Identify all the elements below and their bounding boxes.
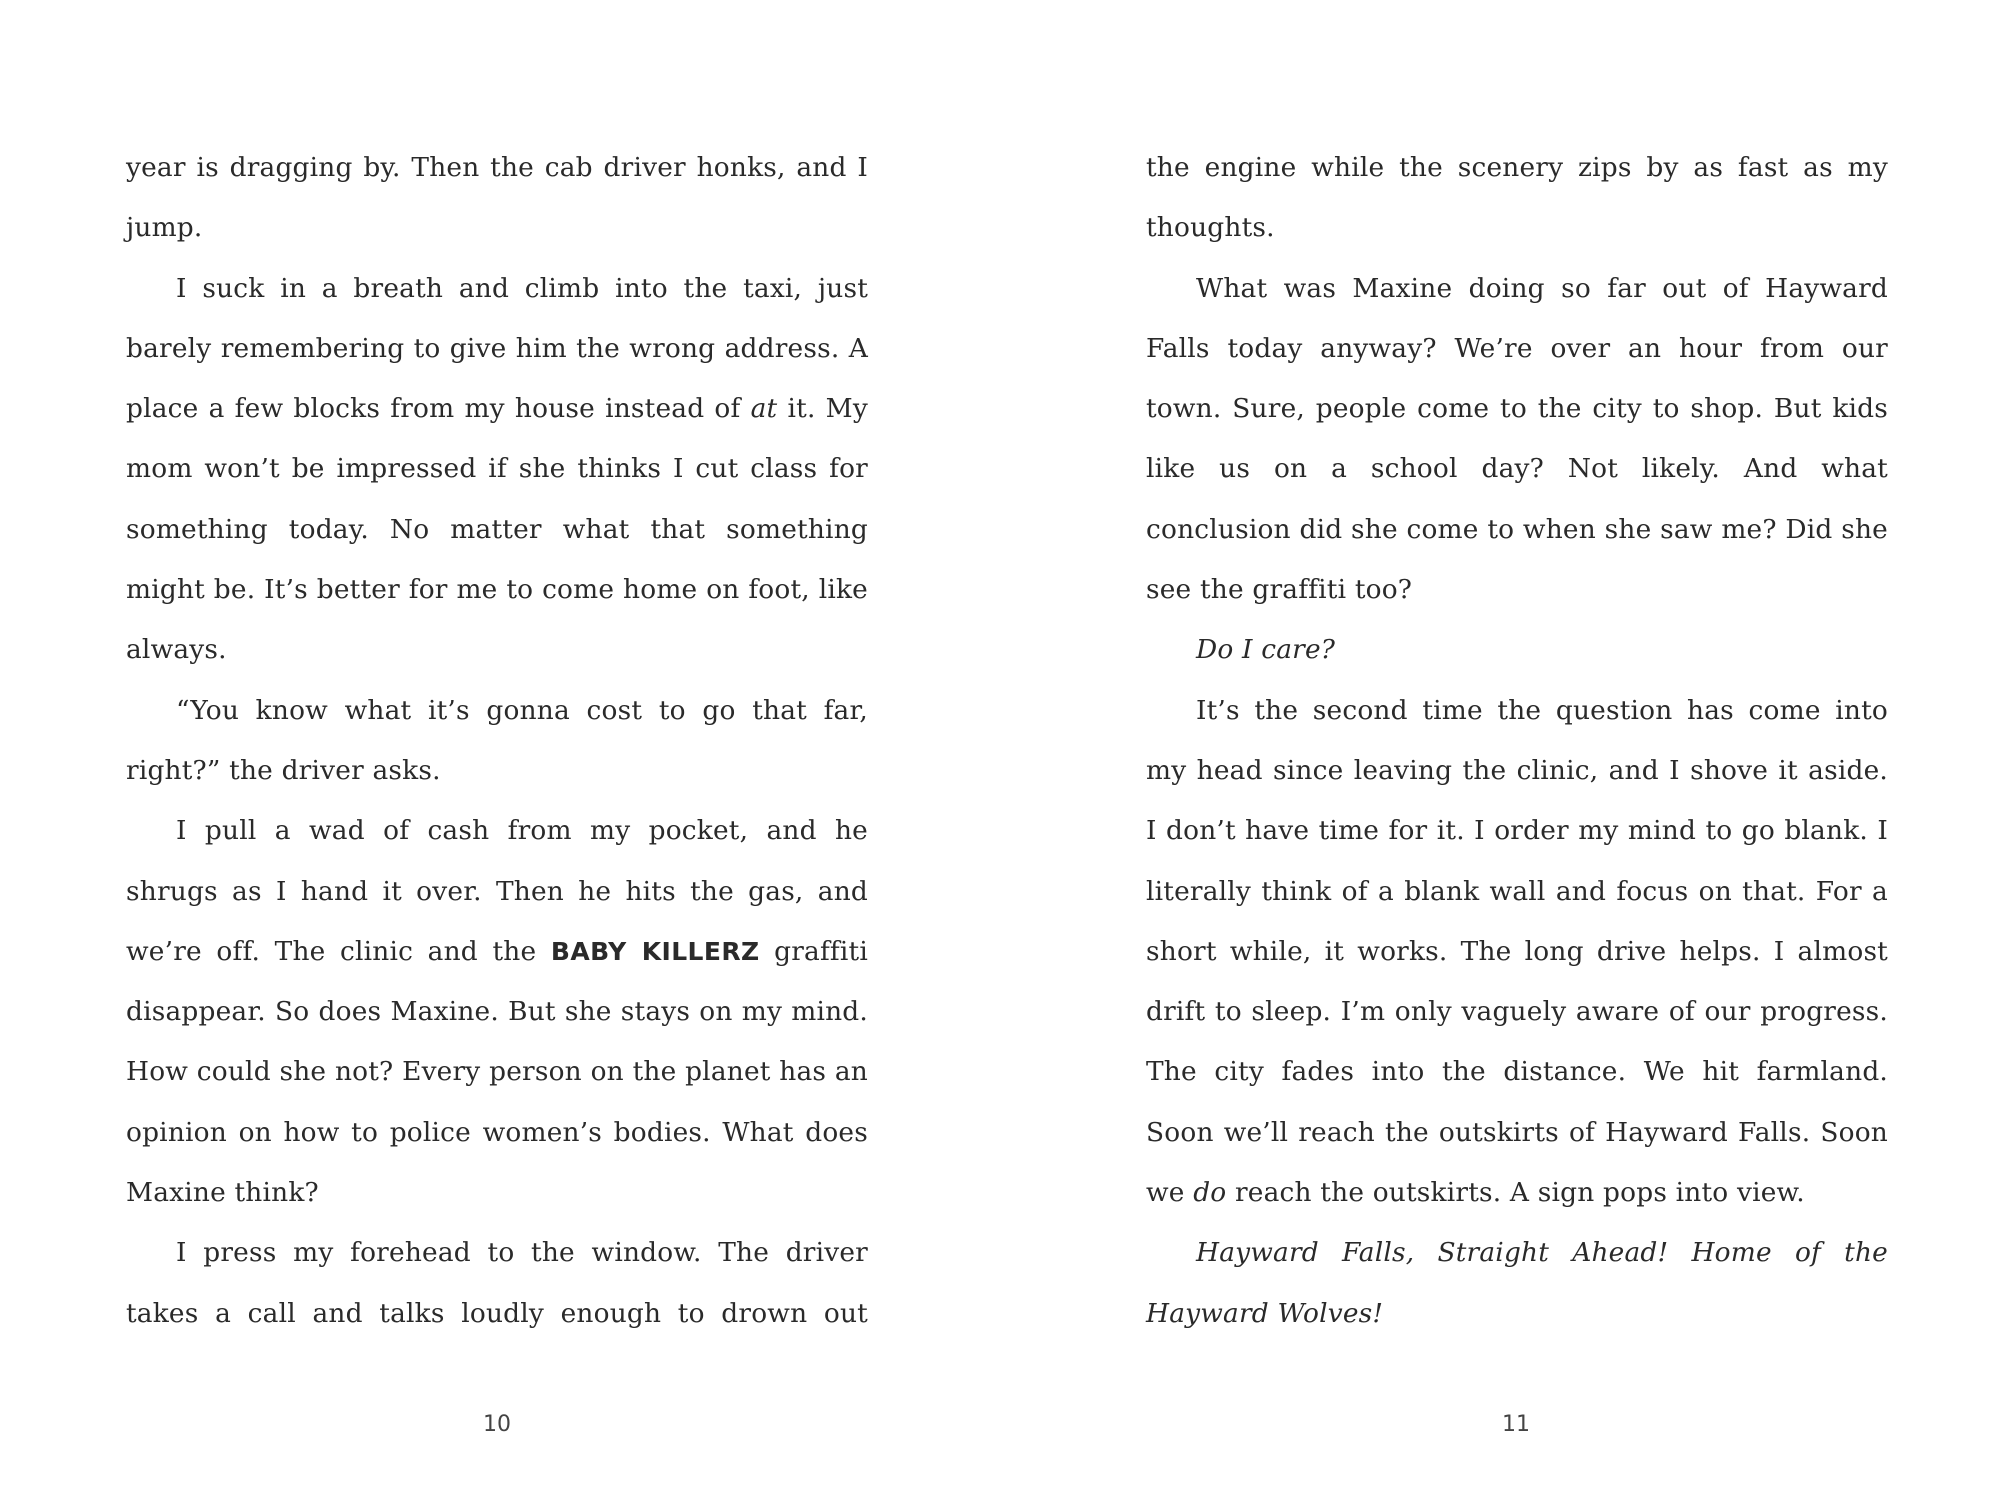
text-run: What was Maxine doing so far out of Hayward Falls today anyway? We’re over an hour from our town. Sure, people come to the city to shop. But kids like us on a school day? Not likely. And what conclusion did she come to when she saw me? Did she see the graffiti too? [1146, 272, 1888, 606]
text-run: I pull a wad of cash from my pocket, and he shrugs as I hand it over. Then he hits the gas, and we’re off. The clinic and the [126, 815, 868, 967]
right-page-text [1146, 138, 1888, 1344]
paragraph [126, 138, 868, 259]
paragraph [1146, 1223, 1888, 1344]
text-run: “You know what it’s gonna cost to go that far, right?” the driver asks. [126, 694, 868, 786]
italic-text: do [1193, 1177, 1227, 1209]
paragraph [1146, 259, 1888, 621]
left-page-text [126, 138, 868, 1344]
italic-text: Do I care? [1196, 634, 1336, 666]
paragraph [126, 259, 868, 681]
paragraph [1146, 138, 1888, 259]
italic-text: Hayward Falls, Straight Ahead! Home of the Hayward Wolves! [1146, 1237, 1888, 1329]
right-page-number: 11 [1502, 1412, 1530, 1437]
text-run: graffiti disappear. So does Maxine. But she stays on my mind. How could she not? Every person on the planet has an opinion on how to police women’s bodies. What does Maxine think? [126, 935, 868, 1209]
text-run: reach the outskirts. A sign pops into view. [1226, 1177, 1805, 1209]
paragraph [126, 801, 868, 1223]
italic-text: at [750, 393, 778, 425]
text-run: I suck in a breath and climb into the taxi, just barely remembering to give him the wrong address. A place a few blocks from my house instead of [126, 272, 868, 425]
paragraph [126, 1223, 868, 1344]
left-page-number: 10 [483, 1412, 511, 1437]
text-run: It’s the second time the question has come into my head since leaving the clinic, and I shove it aside. I don’t have time for it. I order my mind to go blank. I literally think of a blank wall and focus on that. For a short while, it works. The long drive helps. I almost drift to sleep. I’m only vaguely aware of our progress. The city fades into the distance. We hit farmland. Soon we’ll reach the outskirts of Hayward Falls. Soon we [1146, 694, 1888, 1209]
text-run: the engine while the scenery zips by as fast as my thoughts. [1146, 152, 1888, 244]
paragraph [1146, 681, 1888, 1224]
paragraph [1146, 620, 1888, 680]
text-run: it. My mom won’t be impressed if she thinks I cut class for something today. No matter what that something might be. It’s better for me to come home on foot, like always. [126, 393, 868, 666]
text-run: I press my forehead to the window. The driver takes a call and talks loudly enough to drown out [126, 1237, 868, 1329]
paragraph [126, 681, 868, 802]
text-run: year is dragging by. Then the cab driver honks, and I jump. [126, 152, 868, 244]
bold-text: BABY KILLERZ [550, 936, 760, 966]
